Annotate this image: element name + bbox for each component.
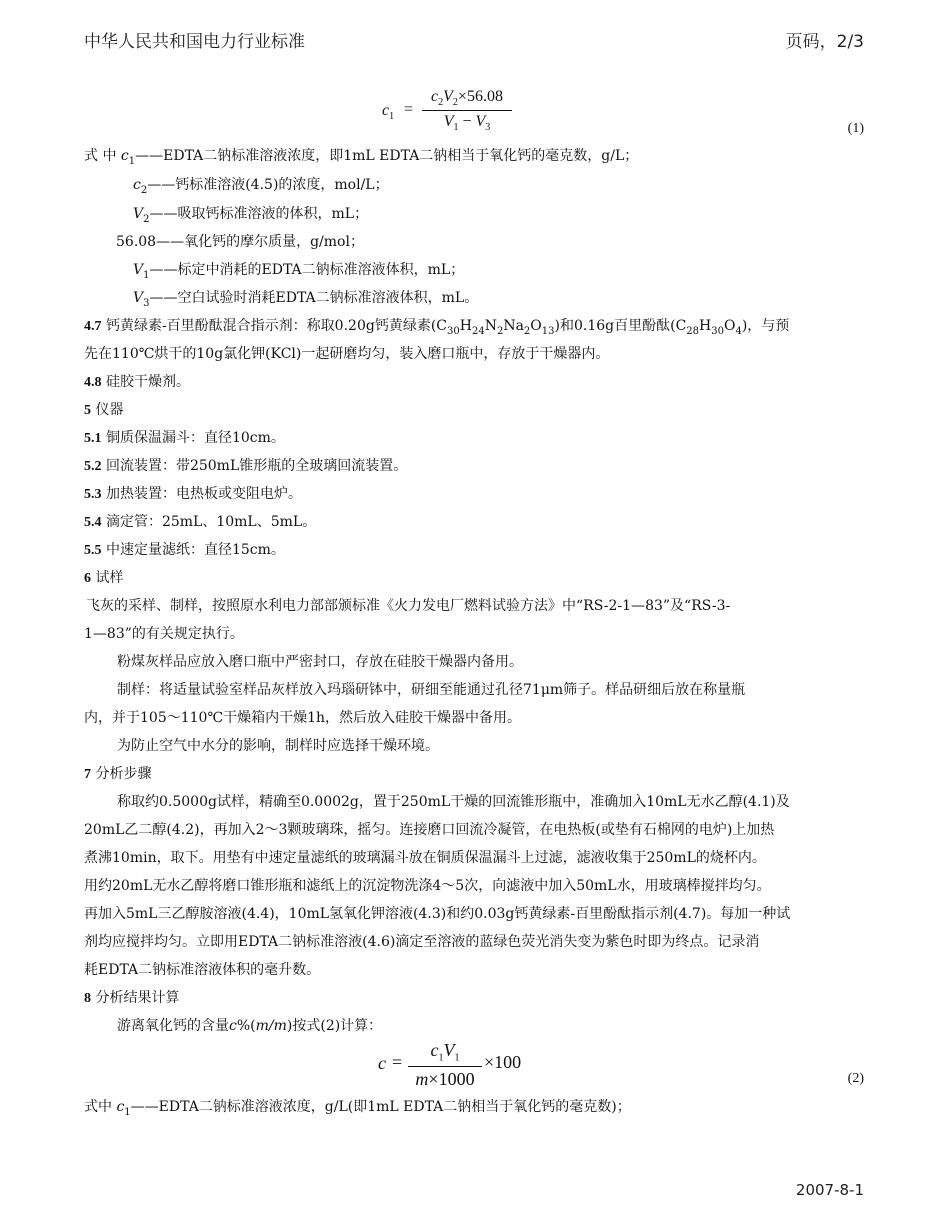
section-7-paragraph-line: 再加入5mL三乙醇胺溶液(4.4)，10mL氢氧化钾溶液(4.3)和约0.03g钙黄绿素-百里酚酞指示剂(4.7)。每加一种试 bbox=[84, 906, 791, 922]
section-6-paragraph-line: 为防止空气中水分的影响，制样时应选择干燥环境。 bbox=[117, 738, 439, 754]
section-8-heading: 8 分析结果计算 bbox=[84, 990, 180, 1006]
section-6-paragraph-line: 1—83”的有关规定执行。 bbox=[84, 626, 244, 642]
section-5-heading: 5 仪器 bbox=[84, 402, 124, 418]
section-4-8: 4.8 硅胶干燥剂。 bbox=[84, 374, 190, 390]
section-4-7-line-2: 先在110℃烘干的10g氯化钾(KCl)一起研磨均匀，装入磨口瓶中，存放于干燥器内。 bbox=[84, 346, 610, 362]
where-item-v2: $V_2——$吸取钙标准溶液的体积，mL； bbox=[133, 206, 369, 225]
equation-number-2: (2) bbox=[847, 1071, 864, 1086]
section-7-heading: 7 分析步骤 bbox=[84, 766, 152, 782]
section-7-paragraph-line: 用约20mL无水乙醇将磨口锥形瓶和滤纸上的沉淀物洗涤4～5次，向滤液中加入50mL水，用玻璃棒搅拌均匀。 bbox=[84, 878, 771, 894]
section-7-paragraph-line: 耗EDTA二钠标准溶液体积的毫升数。 bbox=[84, 962, 321, 978]
page-number: 页码，2/3 bbox=[785, 32, 864, 52]
section-4-7-line-1: 4.7 钙黄绿素-百里酚酞混合指示剂：称取0.20g钙黄绿素$(C_{30}H_{24}N_2Na_2O_{13})$和0.16g百里酚酞$(C_{28}H_{30}O_4)$，与预 bbox=[84, 318, 790, 337]
section-6-heading: 6 试样 bbox=[84, 570, 124, 586]
equation-number-1: (1) bbox=[847, 121, 864, 136]
section-7-paragraph-line: 煮沸10min，取下。用垫有中速定量滤纸的玻璃漏斗放在铜质保温漏斗上过滤，滤液收集于250mL的烧杯内。 bbox=[84, 850, 766, 866]
page-header-title: 中华人民共和国电力行业标准 bbox=[84, 32, 305, 52]
section-5-4: 5.4 滴定管：25mL、10mL、5mL。 bbox=[84, 514, 317, 530]
section-6-paragraph-line: 内，并于105～110℃干燥箱内干燥1h，然后放入硅胶干燥器中备用。 bbox=[84, 710, 522, 726]
section-5-5: 5.5 中速定量滤纸：直径15cm。 bbox=[84, 542, 285, 558]
section-5-1: 5.1 铜质保温漏斗：直径10cm。 bbox=[84, 430, 285, 446]
section-6-paragraph-line: 粉煤灰样品应放入磨口瓶中严密封口，存放在硅胶干燥器内备用。 bbox=[117, 654, 523, 670]
formula-2: c = $c_1V_1$ m×1000 ×100 bbox=[378, 1040, 522, 1089]
where-item-c1: 式 中 $c_1——EDTA$二钠标准溶液浓度，即1mL EDTA二钠相当于氧化钙的毫克数，g/L； bbox=[84, 148, 639, 167]
where-item-c1-2: 式中 $c_1——EDTA$二钠标准溶液浓度，g/L(即1mL EDTA二钠相当于氧化钙的毫克数)； bbox=[84, 1099, 631, 1118]
where-item-v1: $V_1——$标定中消耗的EDTA二钠标准溶液体积，mL； bbox=[133, 262, 465, 281]
section-6-paragraph-line: 飞灰的采样、制样，按照原水利电力部部颁标准《火力发电厂燃料试验方法》中“RS-2-1—83”及“RS-3- bbox=[86, 598, 731, 614]
section-7-paragraph-line: 剂均应搅拌均匀。立即用EDTA二钠标准溶液(4.6)滴定至溶液的蓝绿色荧光消失变为紫色时即为终点。记录消 bbox=[84, 934, 760, 950]
section-7-paragraph-line: 20mL乙二醇(4.2)，再加入2～3颗玻璃珠，摇匀。连接磨口回流冷凝管，在电热板(或垫有石棉网的电炉)上加热 bbox=[84, 822, 775, 838]
formula-1: $c_1$ = $c_2V_2\times 56.08$ $V_1 - V_3$ bbox=[382, 88, 522, 140]
section-7-paragraph-line: 称取约0.5000g试样，精确至0.0002g，置于250mL干燥的回流锥形瓶中，准确加入10mL无水乙醇(4.1)及 bbox=[117, 794, 790, 810]
section-8-intro: 游离氧化钙的含量c%(m/m)按式(2)计算： bbox=[117, 1018, 383, 1034]
section-5-2: 5.2 回流装置：带250mL锥形瓶的全玻璃回流装置。 bbox=[84, 458, 408, 474]
section-5-3: 5.3 加热装置：电热板或变阻电炉。 bbox=[84, 486, 302, 502]
section-6-paragraph-line: 制样：将适量试验室样品灰样放入玛瑙研钵中，研细至能通过孔径71μm筛子。样品研细后放在称量瓶 bbox=[117, 682, 746, 698]
where-item-v3: $V_3——$空白试验时消耗EDTA二钠标准溶液体积，mL。 bbox=[133, 290, 479, 309]
footer-date: 2007-8-1 bbox=[795, 1181, 864, 1199]
where-item-molar-mass: 56.08——氧化钙的摩尔质量，g/mol； bbox=[116, 234, 364, 250]
where-item-c2: $c_2——$钙标准溶液(4.5)的浓度，mol/L； bbox=[133, 177, 389, 196]
